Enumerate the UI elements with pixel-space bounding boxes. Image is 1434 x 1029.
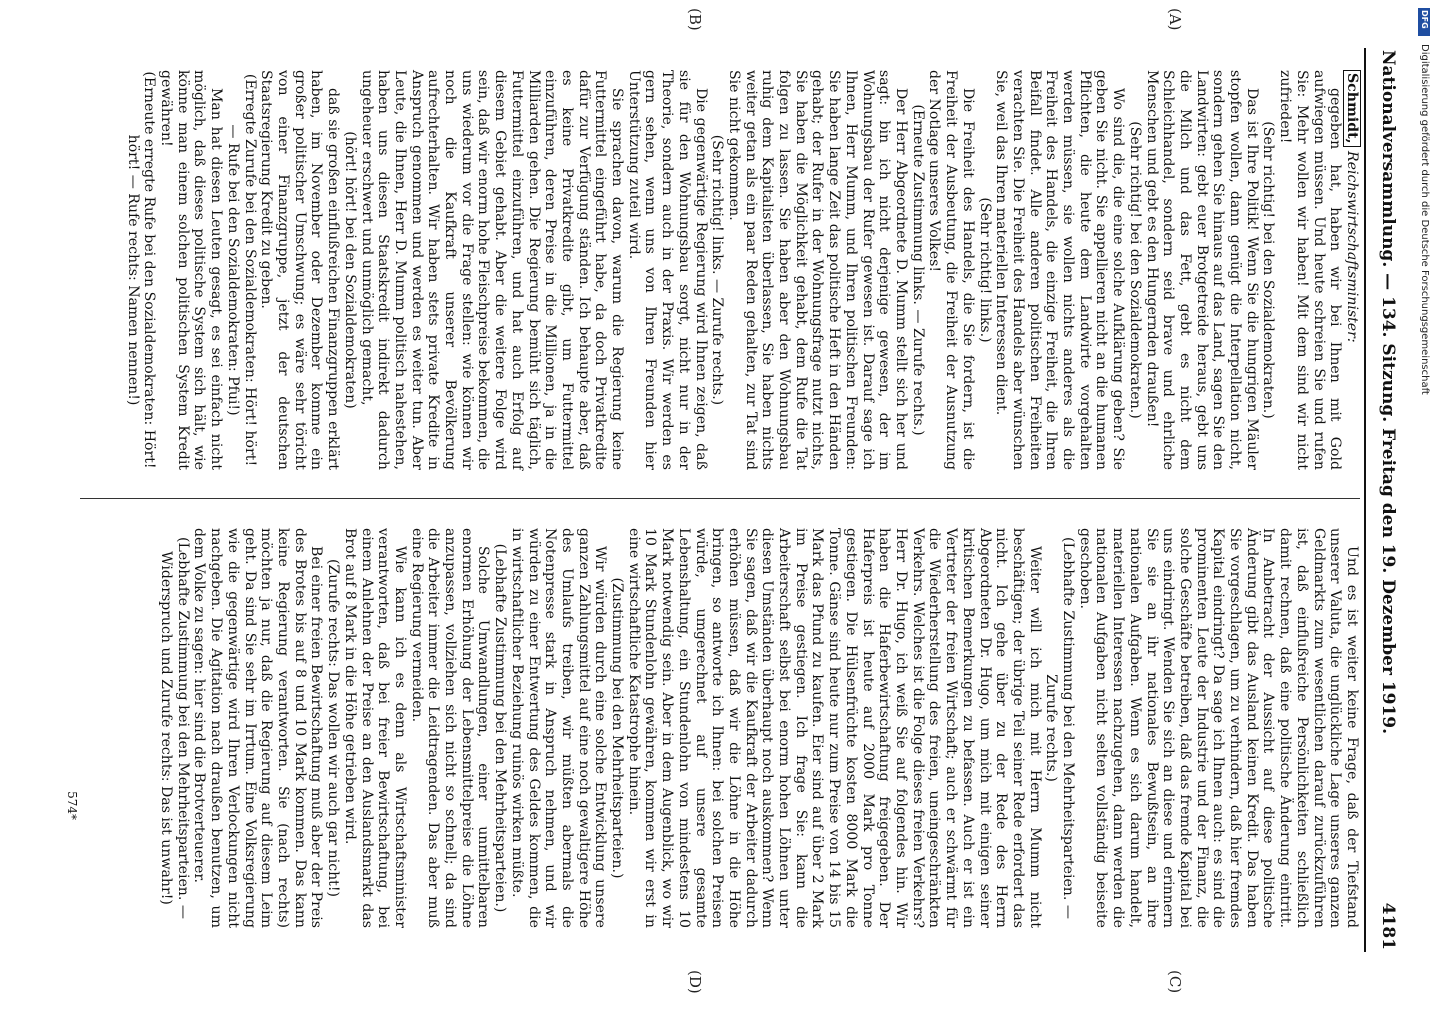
digitization-note-text: Digitalisierung gefördert durch die Deutsche Forschungsgemeinschaft [1419, 44, 1430, 395]
margin-mark-d: (D) [686, 970, 704, 994]
paragraph: Wir würden durch eine solche Entwicklung unsere ganzen Zahlungsmittel auf eine noch gewaltigere Höhe des Umlaufs treiben, wir müßten abermals die Notenpresse stark in Anspruch nehmen, und wir würden zu einer Entwertung des Geldes kommen, die in wirtschaftlicher Beziehung ruinös wirken müßte. [508, 528, 609, 928]
paragraph: Man hat diesen Leuten gesagt, es sei einfach nicht möglich, daß dieses politische System sich hält, wie könne man einem solchen politischen System Kredit gewähren! [158, 70, 225, 470]
left-paragraphs [124, 70, 1343, 470]
digitization-note [1418, 44, 1432, 1029]
margin-mark-a: (A) [1166, 8, 1184, 31]
speaker-name: Schmidt, [1343, 70, 1361, 147]
interjection: (Zurufe rechts: Das wollen wir auch gar nicht!) [325, 558, 342, 897]
paragraph: gegeben hat, haben wir bei Ihnen mit Gold aufwiegen müssen. Und heute schreien Sie und rufen Sie: Mehr wollen wir haben! Mit dem sind wir nicht zufrieden! [1277, 70, 1344, 470]
paragraph: Der Herr Abgeordnete D. Mumm stellt sich her und sagt: bin ich nicht derjenige gewesen, der im Wohnungsbau der Rufer gewesen ist. Darauf sage ich Ihnen, Herr Mumm, und Ihren politischen Freunden: Sie haben lange Zeit das politische Heft in den Händen gehabt; der Rufer in der Wohnungsfrage nutzt nichts, Sie haben die Möglichkeit gehabt, dem Rufe die Tat folgen zu lassen. Sie haben aber den Wohnungsbau ruhig dem Kapitalisten überlassen, Sie haben nichts weiter getan als ein paar Reden gehalten, zur Tat sind Sie nicht gekommen. [725, 70, 910, 470]
margin-mark-c: (C) [1166, 970, 1184, 994]
interjection: (Sehr richtig! links.) [976, 197, 993, 343]
paragraph: Das ist Ihre Politik! Wenn Sie die hungrigen Mäuler stopfen wollen, dann genügt die Interpellation nicht, sondern gehen Sie hinaus auf das Land, sagen Sie den Landwirten: gebt euer Brotgetreide heraus, gebt uns die Milch und das Fett, gebt es nicht dem Schleichhandel, sondern seid brave und ehrliche Menschen und gebt es den Hungernden draußen! [1143, 70, 1260, 470]
left-column [124, 70, 1360, 470]
interjection: (Sehr richtig! bei den Sozialdemokraten.) [1126, 121, 1143, 419]
paragraph: Bei einer freien Bewirtschaftung muß aber der Preis des Brotes bis auf 8 und 10 Mark kommen. Das kann keine Regierung verantworten. Sie (nach rechts) möchten ja nur, daß die Regierung auf diesem Leim geht. Da sind Sie sehr im Irrtum. Eine Volksregierung wie die gegenwärtige wird Ihren Verlockungen nicht nachgeben. Die Agitation nach draußen benutzen, um dem Volke zu sagen: hier sind die Brotverteuerer. [191, 528, 325, 928]
interjection: (hört! hört! bei den Sozialdemokraten) [341, 131, 358, 409]
dfg-logo-text: DFG [1420, 10, 1429, 29]
interjection: (Lebhafte Zustimmung bei den Mehrheitsparteien. — Widerspruch und Zurufe rechts: Das ist unwahr!) [158, 537, 191, 919]
interjection: (Lebhafte Zustimmung bei den Mehrheitsparteien.) [492, 543, 509, 913]
paragraph: Die gegenwärtige Regierung wird Ihnen zeigen, daß sie für den Wohnungsbau sorgt, nicht nur in der Theorie, sondern auch in der Praxis. Wir werden es gern sehen, wenn uns von Ihren Freunden hier Unterstützung zuteil wird. [625, 70, 709, 470]
paragraph: Die Freiheit des Handels, die Sie fordern, ist die Freiheit der Ausbeutung, die Freiheit der Ausnutzung der Notlage unseres Volkes! [926, 70, 976, 470]
paragraph: Solche Umwandlungen, einer unmittelbaren enormen Erhöhung der Lebensmittelpreise die Löhne anzupassen, vollziehen sich nicht so schnell; da sind die Arbeiter immer die Leidtragenden. Das aber muß eine Regierung vermeiden. [408, 528, 492, 928]
paragraph: Sie sprachen davon, warum die Regierung keine Futtermittel eingeführt habe, da doch Privatkredite dafür zur Verfügung ständen. Ich behaupte aber, daß es keine Privatkredite gibt, um Futtermittel einzuführen, deren Preise in die Millionen, ja in die Milliarden gehen. Die Regierung bemüht sich täglich, Futtermittel einzuführen, und hat auch Erfolg auf diesem Gebiet gehabt. Aber die weitere Folge wird sein, daß wir enorm hohe Fleischpreise bekommen, die uns wiederum vor die Frage stellen: wie können wir noch die Kaufkraft unserer Bevölkerung aufrechterhalten. Wir haben stets private Kredite in Anspruch genommen und werden es weiter tun. Aber Leute, die Ihnen, Herr D. Mumm politisch nahestehen, haben uns diesen Staatskredit indirekt dadurch ungeheuer erschwert und unmöglich gemacht, [358, 70, 626, 470]
paragraph: Und es ist weiter keine Frage, daß der Tiefstand unserer Valuta, die unglückliche Lage unseres ganzen Geldmarkts zum wesentlichen darauf zurückzuführen ist, daß einflußreiche Persönlichkeiten schließlich damit rechnen, daß eine politische Änderung eintritt. In Anbetracht der Aussicht auf diese politische Änderung gibt das Ausland keinen Kredit. Das haben Sie vorgeschlagen, um zu verhindern, daß hier fremdes Kapital eindringt? Da sage ich Ihnen auch: es sind die prominenten Leute der Industrie und der Finanz, die solche Geschäfte betreiben, daß das fremde Kapital bei uns eindringt. Wenden Sie sich an diese und erinnern Sie sie an ihr nationales Bewußtsein, an ihre nationalen Aufgaben. Wenn es sich darum handelt, materiellen Interessen nachzugehen, dann werden die nationalen Aufgaben nicht selten vollständig beiseite geschoben. [1076, 528, 1360, 928]
dfg-logo [1418, 8, 1430, 36]
interjection: (Erneute erregte Rufe bei den Sozialdemokraten: Hört! hört! — Rufe rechts: Namen nennen!) [124, 71, 158, 469]
header-title: Nationalversammlung. — 134. Sitzung. Freitag den 19. Dezember 1919. [1378, 50, 1398, 735]
page-number: 4181 [1378, 902, 1398, 950]
margin-mark-b: (B) [686, 8, 704, 31]
interjection: (Zustimmung bei den Mehrheitsparteien.) [609, 577, 626, 879]
paragraph: daß sie großen einflußreichen Finanzgruppen erklärt haben, im November oder Dezember komme ein großer politischer Umschwung; es wäre sehr töricht von einer Finanzgruppe, jetzt der deutschen Staatsregierung Kredit zu geben. [258, 70, 342, 470]
signature-mark: 574* [65, 791, 79, 820]
right-column [157, 528, 1360, 928]
interjection: (Sehr richtig! links. — Zurufe rechts.) [709, 134, 726, 406]
paragraph: Weiter will ich mich mit Herrn Mumm nicht beschäftigen; der übrige Teil seiner Rede erfordert das nicht. Ich gehe über zu der Rede des Herrn Abgeordneten Dr. Hugo, um mich mit einigen seiner kritischen Bemerkungen zu befassen. Auch er ist ein Vertreter der freien Wirtschaft; auch er schwärmt für die Wiederherstellung des freien, uneingeschränkten Verkehrs. Welches ist die Folge dieses freien Verkehrs? Herr Dr. Hugo, ich weiß Sie auf folgendes hin. Wir haben die Haferbewirtschaftung freigegeben. Der Haferpreis ist heute auf 2000 Mark pro Tonne gestiegen. Die Hülsenfrüchte kosten 8000 Mark die Tonne. Gänse sind heute nur zum Preise von 14 bis 15 Mark das Pfund zu kaufen. Eier sind auf über 2 Mark im Preise gestiegen. Ich frage Sie: kann die Arbeiterschaft selbst bei enorm hohen Löhnen unter diesen Umständen überhaupt noch auskommen? Wenn Sie sagen, daß wir die Kaufkraft der Arbeiter dadurch erhöhen müssen, daß wir die Löhne in die Höhe bringen, so antworte ich Ihnen: bei solchen Preisen würde, umgerechnet auf unsere gesamte Lebenshaltung, ein Stundenlohn von mindestens 10 Mark notwendig sein. Aber in dem Augenblick, wo wir 10 Mark Stundenlohn gewähren, kommen wir erst in eine wirtschaftliche Katastrophe hinein. [625, 528, 1043, 928]
interjection: (Erregte Zurufe bei den Sozialdemokraten: Hört! hört! — Rufe bei den Sozialdemokraten: Pfui!) [224, 73, 258, 467]
interjection: (Erneute Zustimmung links. — Zurufe rechts.) [909, 104, 926, 436]
page-header [1370, 50, 1398, 950]
interjection: (Sehr richtig! bei den Sozialdemokraten.) [1260, 121, 1277, 419]
speaker-line [1343, 70, 1360, 470]
paragraph: Wie kann ich es denn als Wirtschaftsminister verantworten, daß bei freier Bewirtschaftung, bei einem Anlehnen der Preise an den Auslandsmarkt das Brot auf 8 Mark in die Höhe getrieben wird. [341, 528, 408, 928]
speaker-role: Reichswirtschaftsminister: [1344, 151, 1360, 343]
right-paragraphs [157, 528, 1360, 928]
paragraph: Wo sind die, die eine solche Aufklärung geben? Sie geben Sie nicht. Sie appellieren nicht an die humanen Pflichten, die heute dem Landwirte vorgehalten werden müssen, sie wollen nichts anderes als die Freiheit des Handels, die einzige Freiheit, die Ihren Beifall findet. Alle anderen politischen Freiheiten verachten Sie. Die Freiheit des Handels aber wünschen Sie, weil das Ihren materiellen Interessen dient. [993, 70, 1127, 470]
interjection: (Lebhafte Zustimmung bei den Mehrheitsparteien. — Zurufe rechts.) [1043, 537, 1077, 919]
header-rule [1364, 48, 1366, 952]
column-divider [80, 498, 1360, 499]
